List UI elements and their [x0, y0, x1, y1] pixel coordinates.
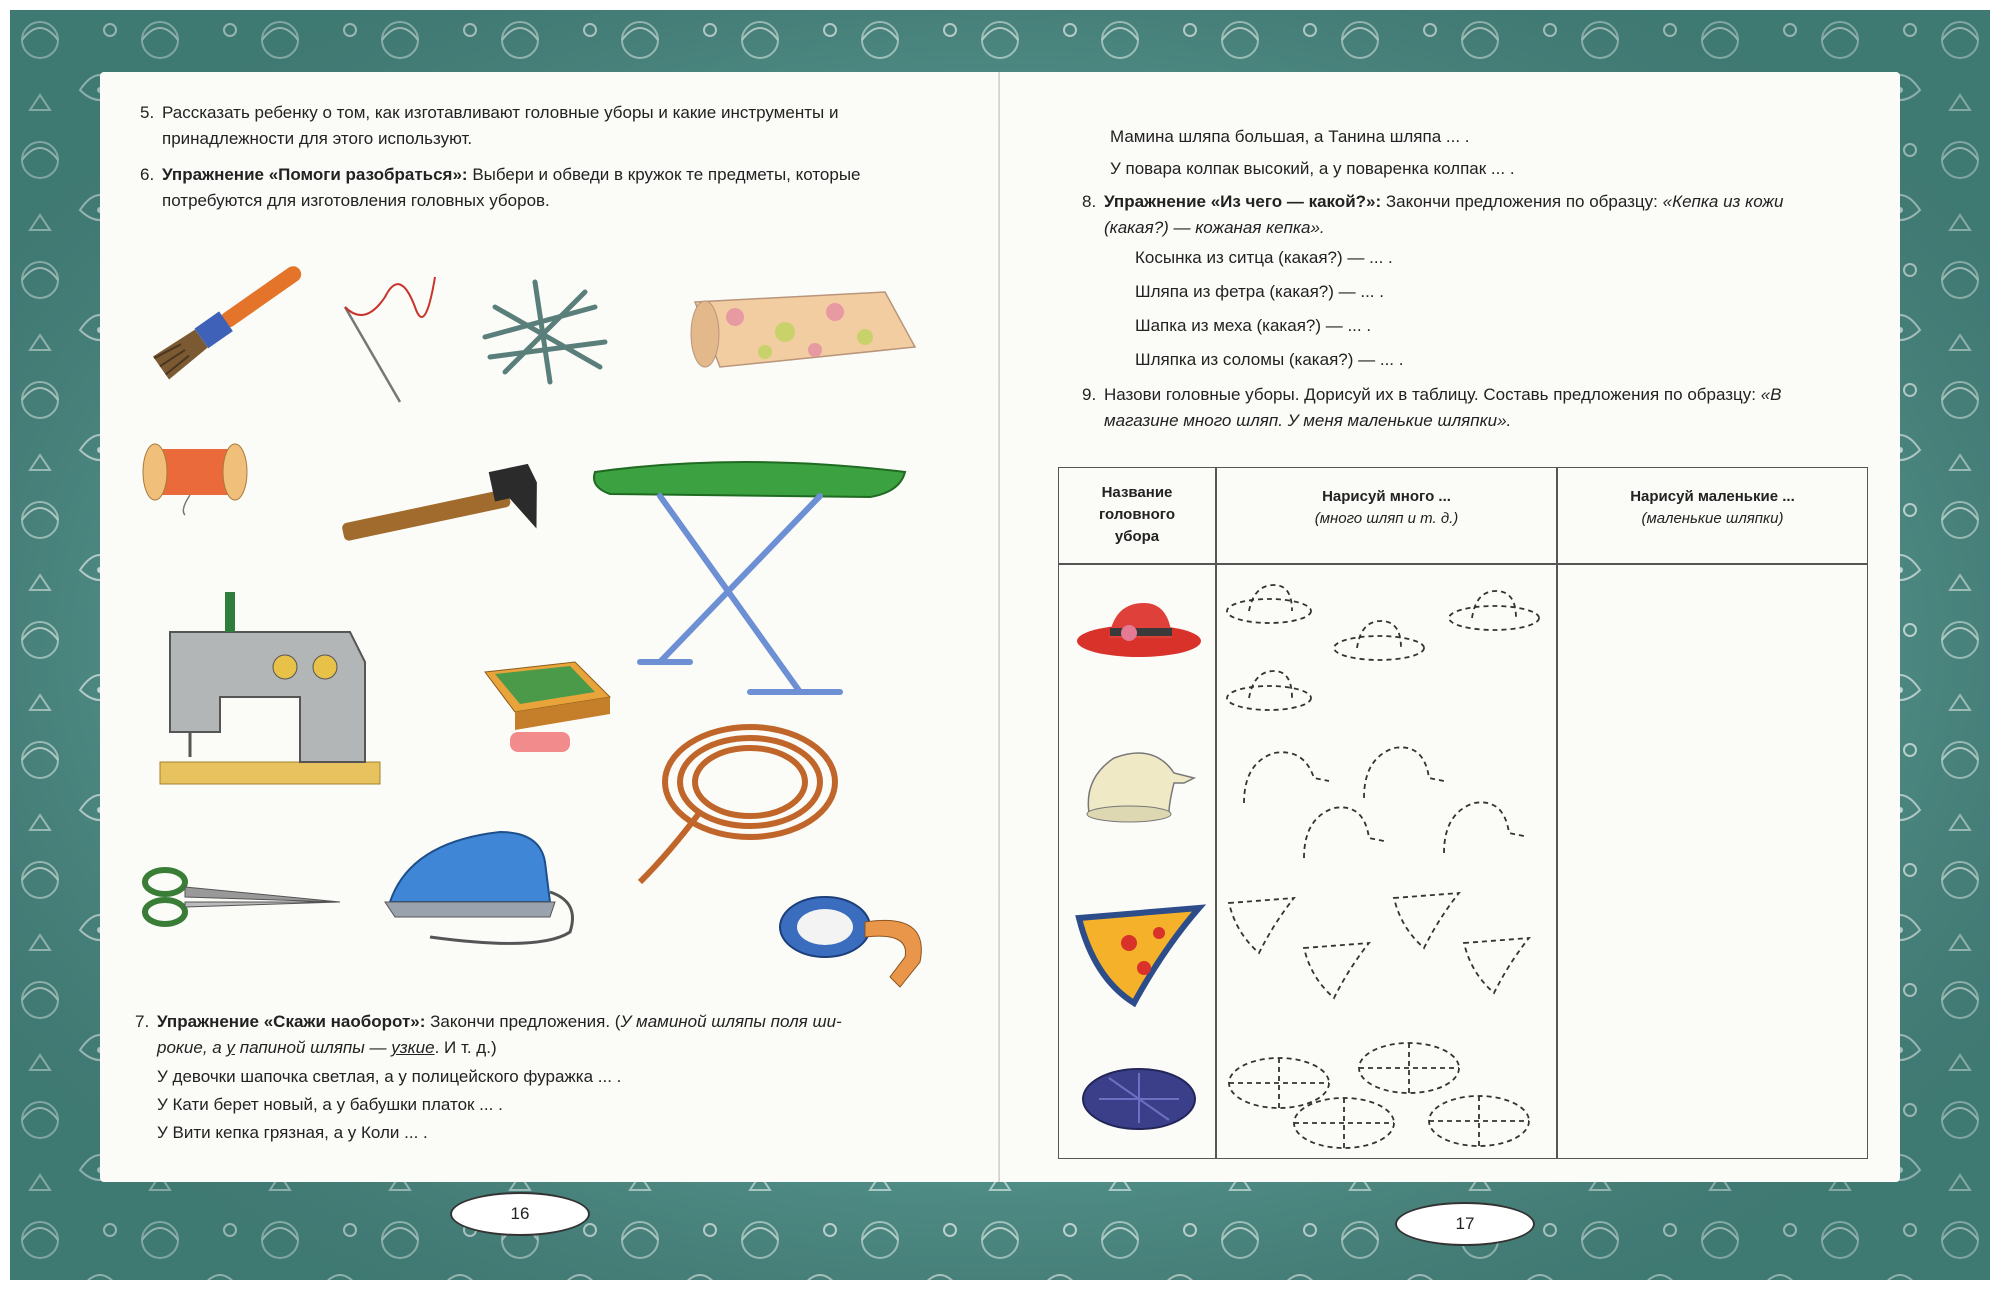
- cap-icon: [1074, 738, 1204, 828]
- col-many-header: Нарисуй много ... (много шляп и т. д.): [1314, 488, 1459, 527]
- ex8-sentence-4: Шляпка из соломы (какая?) — ... .: [1135, 350, 1404, 369]
- exercise-8: 8. Упражнение «Из чего — какой?»: Закончи предложения по образцу: «Кепка из кожи (какая?) — кожаная кепка».: [1082, 192, 1784, 237]
- page-number-left: 16: [450, 1192, 590, 1236]
- fabric-roll-icon[interactable]: [675, 272, 925, 382]
- sewing-machine-icon[interactable]: [140, 592, 390, 792]
- book-spread: [10, 10, 1990, 1280]
- ex7-sentence-5: У повара колпак высокий, а у поваренка колпак ... .: [1110, 159, 1515, 178]
- ex7-sentence-2: У Кати берет новый, а у бабушки платок ... .: [157, 1095, 503, 1114]
- ex7-sentence-4: Мамина шляпа большая, а Танина шляпа ... .: [1110, 127, 1470, 146]
- cap-outline-drawing: [1224, 733, 1554, 883]
- hammer-icon[interactable]: [335, 452, 555, 562]
- right-page: [1000, 72, 1900, 1182]
- ex7-sentence-1: У девочки шапочка светлая, а у полицейского фуражка ... .: [157, 1067, 622, 1086]
- ex8-sentence-2: Шляпа из фетра (какая?) — ... .: [1135, 282, 1384, 301]
- kerchief-icon: [1074, 898, 1204, 1008]
- ex8-sentence-1: Косынка из ситца (какая?) — ... .: [1135, 248, 1393, 267]
- scissors-icon[interactable]: [140, 857, 350, 937]
- hats-table: [1058, 467, 1868, 1159]
- ex8-sentence-3: Шапка из меха (какая?) — ... .: [1135, 316, 1372, 335]
- kerchief-outline-drawing: [1224, 888, 1554, 1018]
- exercise-6: 6. Упражнение «Помоги разобраться»: Выбери и обведи в кружок те предметы, которые потребуются для изготовления головных уборов.: [140, 165, 861, 210]
- col-small-header: Нарисуй маленькие ... (маленькие шляпки): [1630, 488, 1795, 527]
- hat-outline-drawing: [1224, 573, 1554, 733]
- ex7-sentence-3: У Вити кепка грязная, а у Коли ... .: [157, 1123, 428, 1142]
- exercise-7: 7. Упражнение «Скажи наоборот»: Закончи предложения. (У маминой шляпы поля ши- рокие, а у папиной шляпы — узкие. И т. д.): [135, 1012, 842, 1057]
- needle-thread-icon[interactable]: [325, 267, 445, 407]
- exercise-5: 5. Рассказать ребенку о том, как изготавливают головные уборы и какие инструменты и принадлежности для этого используют.: [140, 103, 839, 148]
- beret-outline-drawing: [1224, 1043, 1554, 1153]
- exercise-9: 9. Назови головные уборы. Дорисуй их в таблицу. Составь предложения по образцу: «В магазине много шляп. У меня маленькие шляпки».: [1082, 385, 1782, 430]
- chalk-box-icon[interactable]: [475, 652, 615, 762]
- page-number-right: 17: [1395, 1202, 1535, 1246]
- iron-icon[interactable]: [370, 812, 590, 952]
- ironing-board-icon[interactable]: [580, 432, 910, 702]
- hat-icon: [1074, 593, 1204, 663]
- nails-icon[interactable]: [475, 277, 615, 387]
- measuring-tape-icon[interactable]: [770, 882, 940, 992]
- beret-icon: [1079, 1063, 1199, 1133]
- left-page: [100, 72, 1000, 1182]
- thread-spool-icon[interactable]: [140, 437, 260, 517]
- paintbrush-icon[interactable]: [140, 257, 320, 397]
- col-name-header: Название головного убора: [1099, 484, 1175, 545]
